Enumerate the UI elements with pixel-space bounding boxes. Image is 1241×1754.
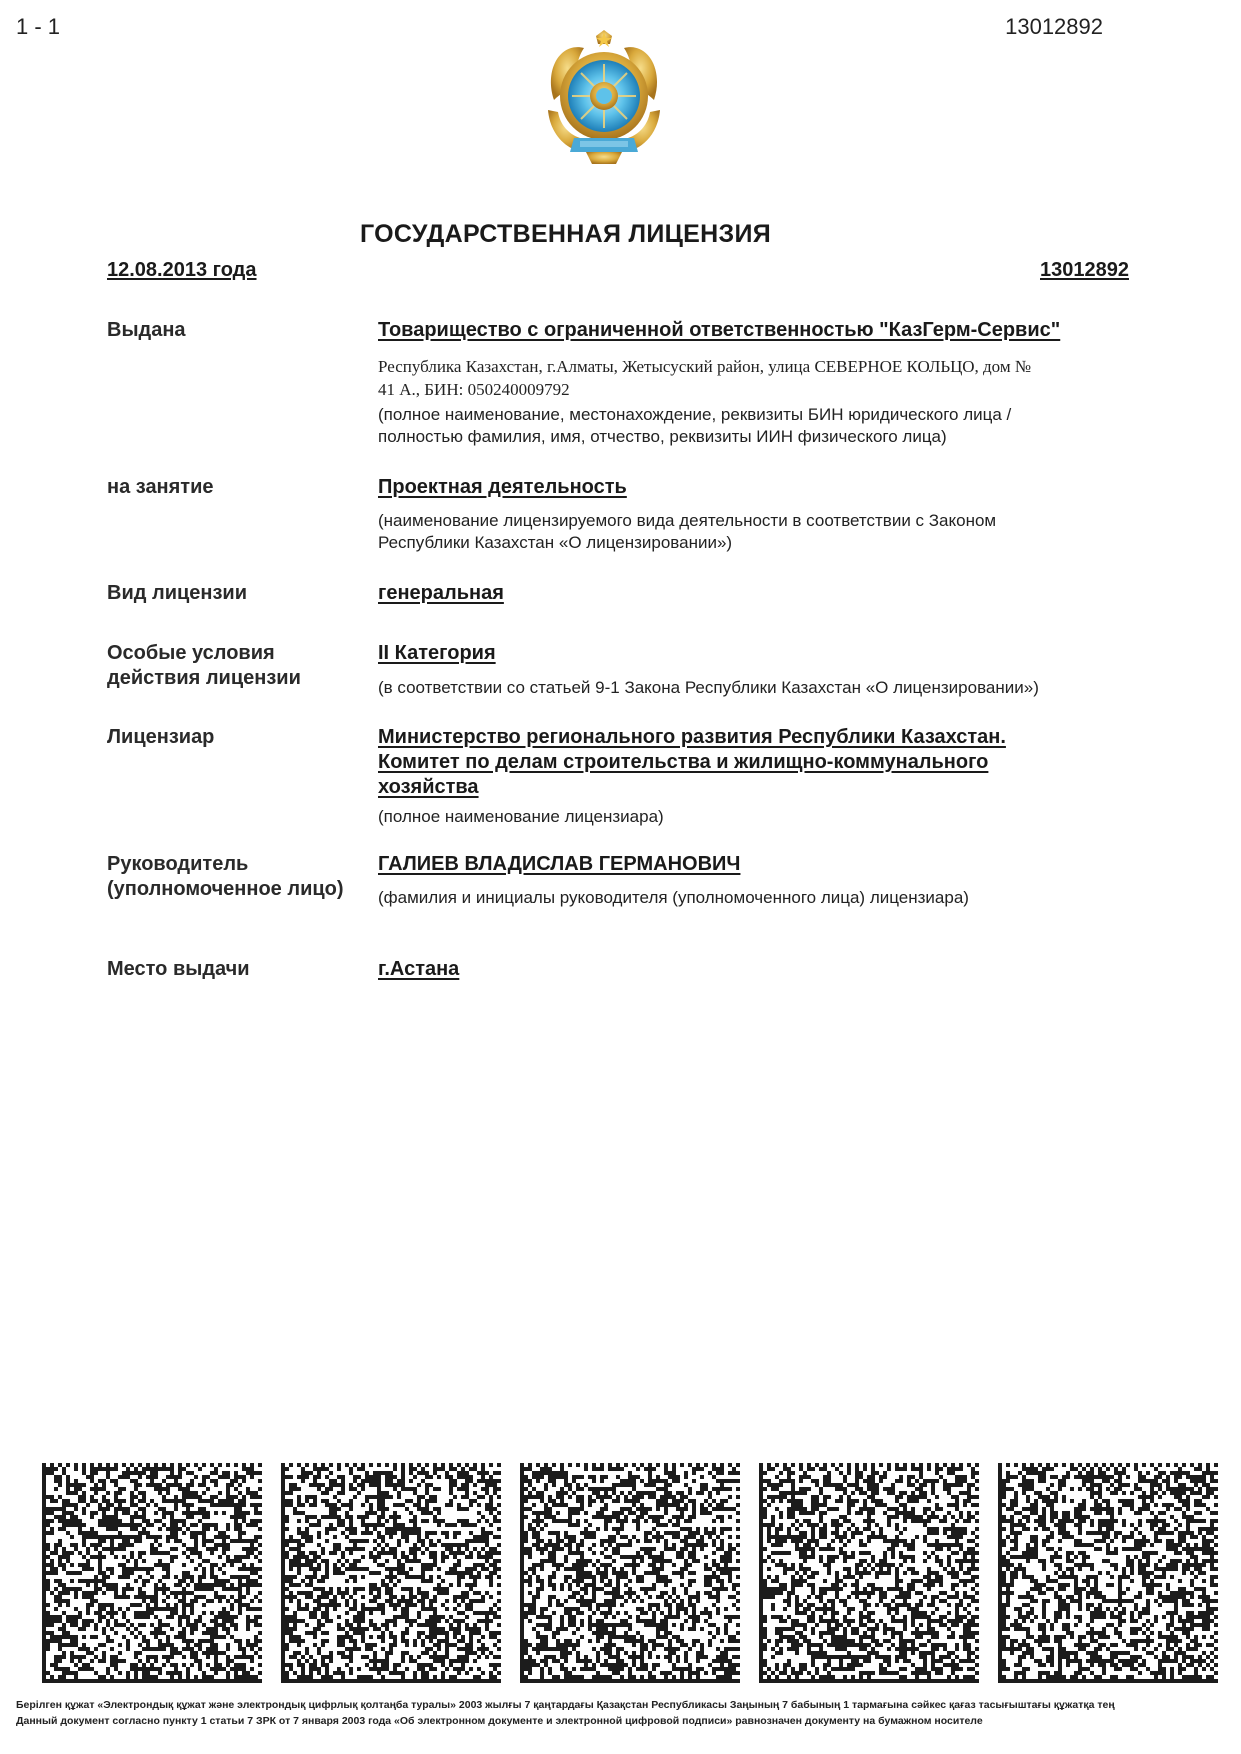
license-type-label: Вид лицензии bbox=[107, 582, 248, 604]
document-id: 13012892 bbox=[1005, 14, 1103, 39]
issued-to-label: Выдана bbox=[107, 319, 186, 341]
licensor-note: (полное наименование лицензиара) bbox=[378, 807, 664, 826]
activity-note: (наименование лицензируемого вида деятельности в соответствии с Законом Республики Казахстан «О лицензировании») bbox=[378, 511, 997, 552]
licensor-value: Министерство регионального развития Республики Казахстан. Комитет по делам строительства и жилищно-коммунального хозяйства bbox=[378, 726, 1006, 798]
place-label: Место выдачи bbox=[107, 958, 250, 980]
qr-code-icon bbox=[42, 1463, 262, 1683]
issued-to-value: Товарищество с ограниченной ответственностью "КазГерм-Сервис" bbox=[378, 319, 1061, 341]
activity-label: на занятие bbox=[107, 476, 214, 498]
issued-to-address: Республика Казахстан, г.Алматы, Жетысуский район, улица СЕВЕРНОЕ КОЛЬЦО, дом № 41 А., БИН: 050240009792 bbox=[378, 357, 1032, 399]
special-conditions-note: (в соответствии со статьей 9-1 Закона Республики Казахстан «О лицензировании») bbox=[378, 678, 1039, 697]
issued-to-note: (полное наименование, местонахождение, реквизиты БИН юридического лица / полностью фамилия, имя, отчество, реквизиты ИИН физического лица) bbox=[378, 405, 1012, 446]
head-note: (фамилия и инициалы руководителя (уполномоченного лица) лицензиара) bbox=[378, 888, 969, 907]
issue-date: 12.08.2013 года bbox=[107, 259, 257, 281]
legal-footer bbox=[16, 1697, 1115, 1729]
activity-value: Проектная деятельность bbox=[378, 476, 627, 498]
special-conditions-label: Особые условия действия лицензии bbox=[107, 642, 301, 689]
license-number: 13012892 bbox=[1040, 259, 1129, 281]
place-value: г.Астана bbox=[378, 958, 460, 980]
footer-line-russian: Данный документ согласно пункту 1 статьи 7 ЗРК от 7 января 2003 года «Об электронном документе и электронной цифровой подписи» равнозначен документу на бумажном носителе bbox=[16, 1715, 983, 1727]
qr-code-icon bbox=[281, 1463, 501, 1683]
qr-code-row bbox=[42, 1463, 1222, 1683]
special-conditions-value: II Категория bbox=[378, 642, 496, 664]
document-title: ГОСУДАРСТВЕННАЯ ЛИЦЕНЗИЯ bbox=[359, 220, 772, 248]
licensor-label: Лицензиар bbox=[107, 726, 215, 748]
head-label: Руководитель (уполномоченное лицо) bbox=[107, 853, 344, 900]
kazakhstan-emblem-icon bbox=[540, 30, 668, 164]
license-type-value: генеральная bbox=[378, 582, 504, 604]
qr-code-icon bbox=[998, 1463, 1218, 1683]
page-marker: 1 - 1 bbox=[16, 14, 61, 39]
qr-code-icon bbox=[520, 1463, 740, 1683]
qr-code-icon bbox=[759, 1463, 979, 1683]
head-value: ГАЛИЕВ ВЛАДИСЛАВ ГЕРМАНОВИЧ bbox=[378, 853, 741, 875]
footer-line-kazakh: Берілген құжат «Электрондық құжат және электрондық цифрлық қолтаңба туралы» 2003 жылғы 7 қаңтардағы Қазақстан Республикасы Заңының 7 бабының 1 тармағына сәйкес қағаз тасығыштағы құжатқа тең bbox=[16, 1699, 1115, 1711]
